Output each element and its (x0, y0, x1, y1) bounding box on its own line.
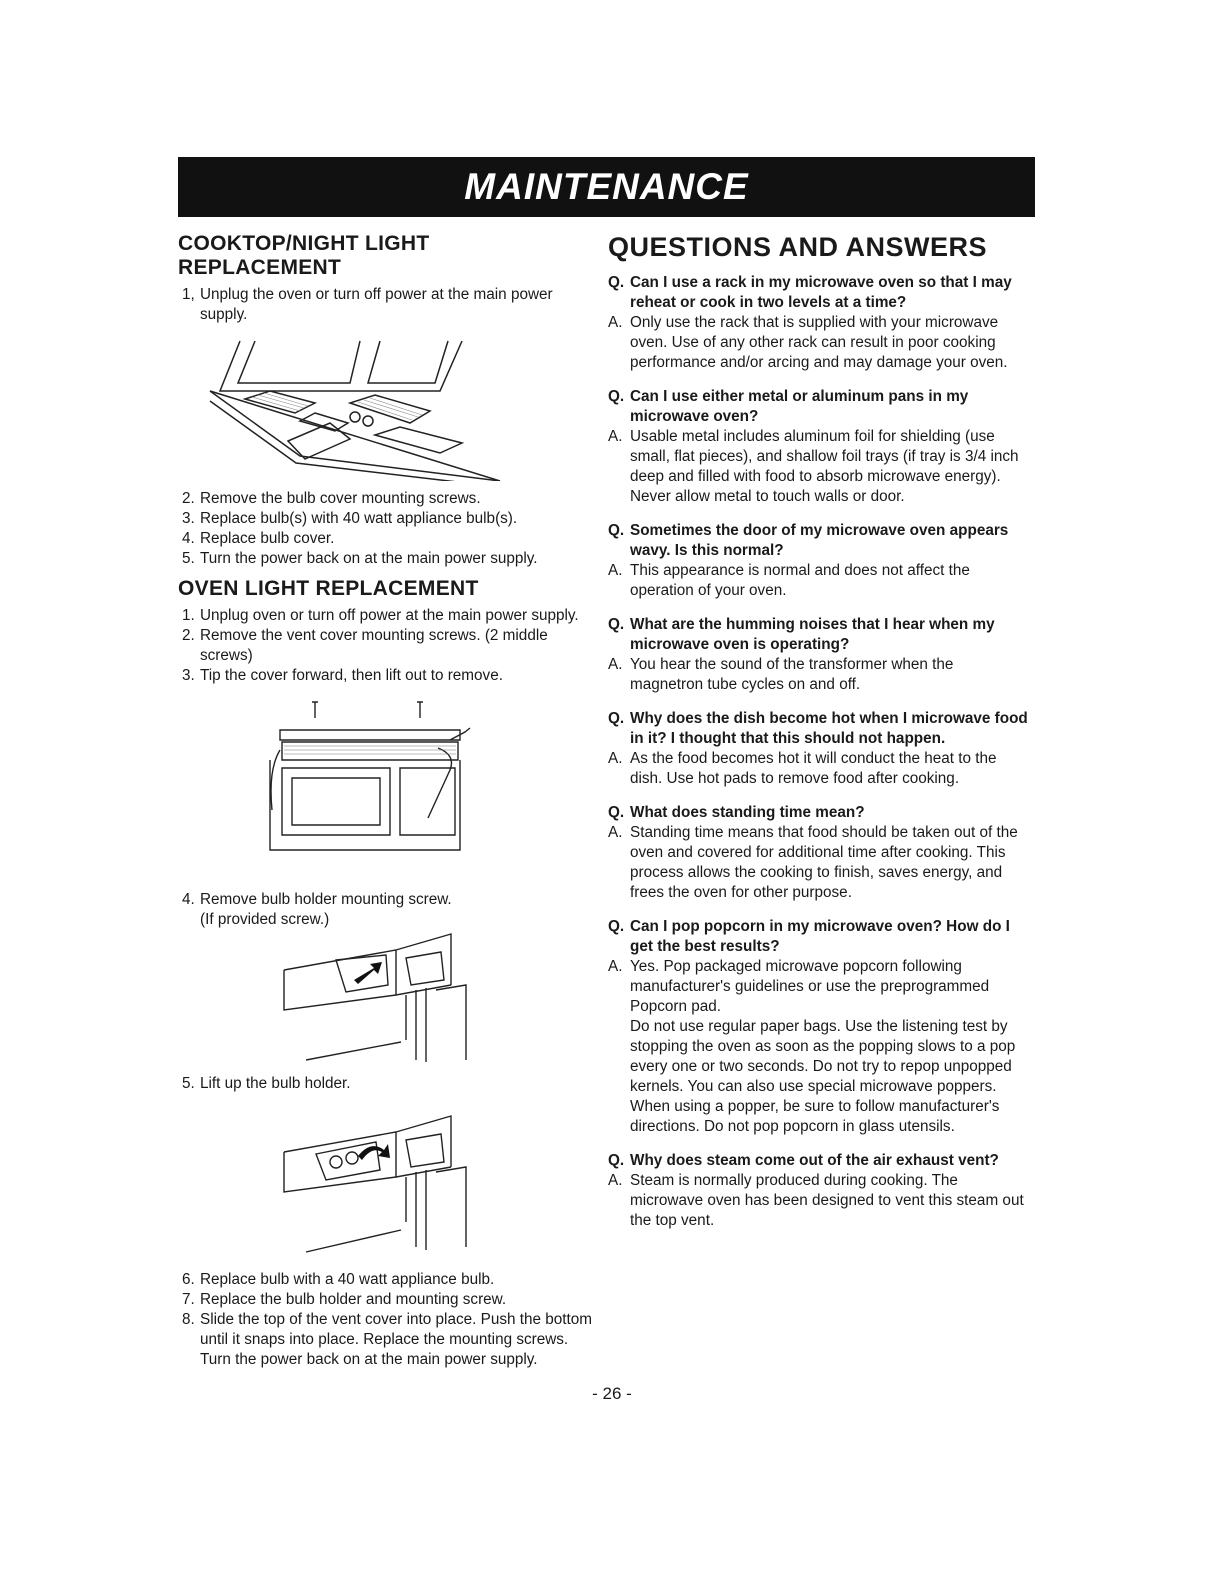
answer (608, 957, 1028, 1137)
answer (608, 427, 1028, 507)
page-title: MAINTENANCE (464, 166, 749, 207)
step-item (178, 626, 593, 666)
step-number: 5. (182, 1075, 195, 1092)
q-prefix: Q. (608, 1152, 625, 1169)
step-number: 3. (182, 667, 195, 684)
question (608, 803, 1028, 823)
step-text: Remove bulb holder mounting screw. (200, 891, 452, 908)
answer (608, 1171, 1028, 1231)
q-prefix: Q. (608, 616, 625, 633)
a-prefix: A. (608, 314, 623, 331)
answer (608, 313, 1028, 373)
cooktop-steps (178, 489, 593, 569)
step-number: 4. (182, 891, 195, 908)
a-prefix: A. (608, 824, 623, 841)
step-text: Remove the vent cover mounting screws. (2 middle screws) (200, 627, 548, 664)
q-prefix: Q. (608, 388, 625, 405)
question (608, 521, 1028, 561)
oven-light-steps-a (178, 606, 593, 686)
cooktop-section-title (178, 232, 593, 280)
answer-text-continued: Do not use regular paper bags. Use the listening test by stopping the oven as soon as the popping slows to a pop every one or two seconds. Do not try to repop unpopped kernels. You can also use special microwave poppers. When using a popper, be sure to follow manufacturer's directions. Do not pop popcorn in glass utensils. (630, 1018, 1016, 1135)
answer-text: Only use the rack that is supplied with your microwave oven. Use of any other rack can result in poor cooking performance and/or arcing and may damage your oven. (630, 314, 1008, 371)
question-text: Can I use a rack in my microwave oven so that I may reheat or cook in two levels at a time? (630, 274, 1012, 311)
step-item (178, 549, 593, 569)
step-text: Lift up the bulb holder. (200, 1075, 351, 1092)
maintenance-banner (178, 157, 1035, 217)
step-number: 2. (182, 627, 195, 644)
step-text: Replace bulb(s) with 40 watt appliance bulb(s). (200, 510, 518, 527)
step-item (178, 890, 593, 930)
a-prefix: A. (608, 958, 623, 975)
question-text: Can I use either metal or aluminum pans in my microwave oven? (630, 388, 969, 425)
oven-light-step5 (178, 1074, 593, 1094)
cooktop-title-line2: REPLACEMENT (178, 256, 342, 279)
q-prefix: Q. (608, 918, 625, 935)
step-text: Remove the bulb cover mounting screws. (200, 490, 481, 507)
answer-text: Steam is normally produced during cooking. The microwave oven has been designed to vent this steam out the top vent. (630, 1172, 1024, 1229)
cooktop-light-illustration (200, 331, 520, 481)
question-text: What does standing time mean? (630, 804, 865, 821)
qa-item-popcorn (608, 917, 1028, 1137)
step-item (178, 1290, 593, 1310)
step-number: 6. (182, 1271, 195, 1288)
step-number: 8. (182, 1311, 195, 1328)
qa-item-steam (608, 1151, 1028, 1231)
answer-text: Yes. Pop packaged microwave popcorn following manufacturer's guidelines or use the preprogrammed Popcorn pad. (630, 958, 990, 1015)
q-prefix: Q. (608, 522, 625, 539)
step-number: 7. (182, 1291, 195, 1308)
question-text: Sometimes the door of my microwave oven appears wavy. Is this normal? (630, 522, 1009, 559)
lift-bulb-holder-illustration (276, 1112, 486, 1262)
step-number: 1, (182, 286, 195, 303)
step-text: Replace the bulb holder and mounting screw. (200, 1291, 507, 1308)
step-text: Turn the power back on at the main power supply. (200, 550, 538, 567)
q-prefix: Q. (608, 710, 625, 727)
qa-item (608, 803, 1028, 903)
oven-light-steps-b (178, 1270, 593, 1370)
answer (608, 655, 1028, 695)
step-number: 3. (182, 510, 195, 527)
oven-light-section-title: OVEN LIGHT REPLACEMENT (178, 577, 479, 600)
question (608, 615, 1028, 655)
page-number: - 26 - (592, 1384, 632, 1403)
step-text: Unplug oven or turn off power at the main power supply. (200, 607, 579, 624)
qa-item (608, 273, 1028, 373)
step-item (178, 285, 593, 325)
step-text: Replace bulb with a 40 watt appliance bulb. (200, 1271, 495, 1288)
step-item (178, 606, 593, 626)
step-text: Unplug the oven or turn off power at the main power supply. (200, 286, 553, 323)
step-number: 5. (182, 550, 195, 567)
answer (608, 561, 1028, 601)
right-column (608, 232, 1028, 1245)
question-text: Why does steam come out of the air exhaust vent? (630, 1152, 999, 1169)
q-prefix: Q. (608, 274, 625, 291)
qa-item (608, 521, 1028, 601)
step-item (178, 666, 593, 686)
a-prefix: A. (608, 562, 623, 579)
step-number: 4. (182, 530, 195, 547)
qa-item (608, 709, 1028, 789)
question (608, 1151, 1028, 1171)
left-column (178, 232, 593, 1370)
bulb-holder-screw-illustration (276, 930, 486, 1070)
step-item (178, 1270, 593, 1290)
qa-item (608, 615, 1028, 695)
answer-text: You hear the sound of the transformer when the magnetron tube cycles on and off. (630, 656, 954, 693)
question-text: What are the humming noises that I hear when my microwave oven is operating? (630, 616, 995, 653)
step-text-note: (If provided screw.) (200, 911, 330, 928)
step-number: 1. (182, 607, 195, 624)
question (608, 387, 1028, 427)
step-item (178, 1074, 593, 1094)
a-prefix: A. (608, 428, 623, 445)
question-text: Why does the dish become hot when I microwave food in it? I thought that this should not happen. (630, 710, 1028, 747)
a-prefix: A. (608, 656, 623, 673)
answer (608, 749, 1028, 789)
step-text: Tip the cover forward, then lift out to remove. (200, 667, 503, 684)
step-text: Replace bulb cover. (200, 530, 335, 547)
answer-text: This appearance is normal and does not affect the operation of your oven. (630, 562, 970, 599)
question (608, 917, 1028, 957)
vent-cover-illustration (260, 700, 480, 868)
cooktop-title-line1: COOKTOP/NIGHT LIGHT (178, 232, 430, 255)
step-item (178, 1310, 593, 1370)
answer-text: Standing time means that food should be taken out of the oven and covered for additional time after cooking. This process allows the cooking to finish, saves energy, and frees the oven for other purpose. (630, 824, 1018, 901)
oven-light-step4 (178, 890, 593, 930)
question-text: Can I pop popcorn in my microwave oven? How do I get the best results? (630, 918, 1010, 955)
answer-text: As the food becomes hot it will conduct the heat to the dish. Use hot pads to remove food after cooking. (630, 750, 997, 787)
step-item (178, 509, 593, 529)
cooktop-steps-intro (178, 285, 593, 325)
step-item (178, 489, 593, 509)
question (608, 273, 1028, 313)
step-number: 2. (182, 490, 195, 507)
q-prefix: Q. (608, 804, 625, 821)
question (608, 709, 1028, 749)
a-prefix: A. (608, 1172, 623, 1189)
step-text: Slide the top of the vent cover into place. Push the bottom until it snaps into place. Replace the mounting screws. Turn the power back on at the main power supply. (200, 1311, 593, 1368)
qa-item (608, 387, 1028, 507)
answer (608, 823, 1028, 903)
answer-text: Usable metal includes aluminum foil for shielding (use small, flat pieces), and shallow foil trays (if tray is 3/4 inch deep and filled with food to absorb microwave energy). Never allow metal to touch walls or door. (630, 428, 1019, 505)
qa-section-title: QUESTIONS AND ANSWERS (608, 232, 988, 262)
a-prefix: A. (608, 750, 623, 767)
step-item (178, 529, 593, 549)
